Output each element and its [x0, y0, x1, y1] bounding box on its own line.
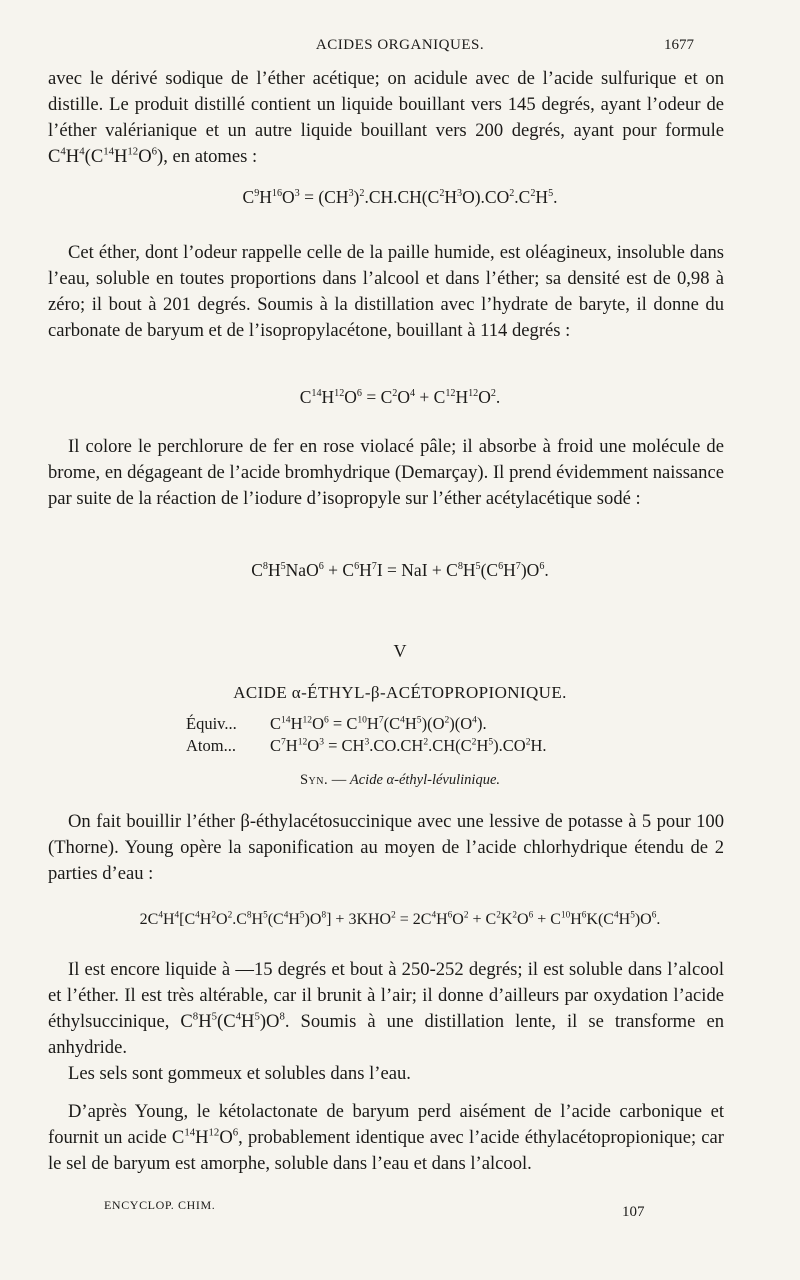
paragraph-text: Il colore le perchlorure de fer en rose violacé pâle; il absorbe à froid une molécule de brome, en dégageant de l’acide bromhydrique (Demarçay). Il prend évidemment naissance par suite de la réaction de l’iodure d’isopropyle sur l’éther acétylacétique sodé : [48, 436, 724, 509]
paragraph-preparation [48, 809, 724, 887]
paragraph-reactions [48, 434, 724, 512]
formula-ether-atoms: $C^9H^{16}O^3 = (CH^3)^2.CH.CH(C^2H^3O).CO^2.C^2H^5$. [242, 187, 558, 207]
paragraph-text: Cet éther, dont l’odeur rappelle celle de la paille humide, est oléagineux, insoluble dans l’eau, soluble en toutes proportions dans l’alcool et dans l’éther; sa densité est de 0,98 à zéro; il bout à 201 degrés. Soumis à la distillation avec l’hydrate de baryte, il donne du carbonate de baryum et de l’isopropylacétone, bouillant à 114 degrés : [48, 242, 724, 341]
syn-text: Acide α-éthyl-lévulinique. [349, 772, 501, 788]
atom-label: Atom... [186, 736, 236, 755]
section-title: ACIDE α-ÉTHYL-β-ACÉTOPROPIONIQUE. [233, 683, 567, 702]
formula-decomposition: $C^{14}H^{12}O^6 = C^2O^4 + C^{12}H^{12}O^2$. [299, 387, 501, 407]
paragraph-text: On fait bouillir l’éther β-éthylacétosuccinique avec une lessive de potasse à 5 pour 100 (Thorne). Young opère la saponification au moyen de l’acide chlorhydrique étendu de 2 parties d’eau : [48, 811, 724, 884]
synonym-line [0, 772, 800, 789]
running-header-title: ACIDES ORGANIQUES. [315, 37, 485, 53]
paragraph-properties [48, 957, 724, 1087]
paragraph-ether-properties [48, 240, 724, 344]
equiv-label: Équiv... [186, 714, 237, 733]
atomic-formula-row [186, 736, 547, 756]
formula-saponification: $2C^4H^4[C^4H^2O^2.C^8H^5(C^4H^5)O^8] + 3KHO^2 = 2C^4H^6O^2 + C^2K^2O^6 + C^{10}H^6K(C^4H^5)O^6$. [139, 910, 661, 928]
paragraph-young [48, 1099, 724, 1177]
equivalent-formula-row [186, 714, 487, 734]
paragraph-salts: Les sels sont gommeux et solubles dans l’eau. [68, 1063, 411, 1084]
syn-label: Syn. [299, 772, 329, 788]
footer-signature: ENCYCLOP. CHIM. [104, 1198, 216, 1212]
paragraph-intro [48, 66, 724, 170]
formula-iodide-reaction: $C^8H^5NaO^6 + C^6H^7I$ = NaI + $C^8H^5(C^6H^7)O^6$. [251, 560, 549, 580]
atom-formula: $C^7H^{12}O^3 = CH^3.CO.CH^2.CH(C^2H^5).CO^2H$. [270, 736, 547, 755]
paragraph-text: avec le dérivé sodique de l’éther acétique; on acidule avec de l’acide sulfurique et on distille. Le produit distillé contient un liquide bouillant vers 145 degrés, ayant l’odeur de l’éther valérianique et un autre liquide bouillant vers 200 degrés, ayant pour formule $C^4H^4(C^{14}H^{12}O^6)$, en atomes : [48, 68, 724, 167]
paragraph-text: Il est encore liquide à —15 degrés et bout à 250-252 degrés; il est soluble dans l’alcool et l’éther. Il est très altérable, car il brunit à l’air; il donne d’ailleurs par oxydation l’acide éthylsuccinique, $C^8H^5(C^4H^5)O^8$. Soumis à une distillation lente, il se transforme en anhydride. [48, 959, 724, 1058]
page-number: 1677 [664, 37, 694, 53]
paragraph-text: D’après Young, le kétolactonate de baryum perd aisément de l’acide carbonique et fournit un acide $C^{14}H^{12}O^6$, probablement identique avec l’acide éthylacétopropionique; car le sel de baryum est amorphe, soluble dans l’eau et dans l’alcool. [48, 1101, 724, 1174]
footer-sheet-number: 107 [622, 1204, 645, 1220]
equiv-formula: $C^{14}H^{12}O^6 = C^{10}H^7(C^4H^5)(O^2)(O^4)$. [270, 714, 487, 733]
syn-dash: — [328, 772, 350, 788]
section-number: V [393, 641, 407, 661]
